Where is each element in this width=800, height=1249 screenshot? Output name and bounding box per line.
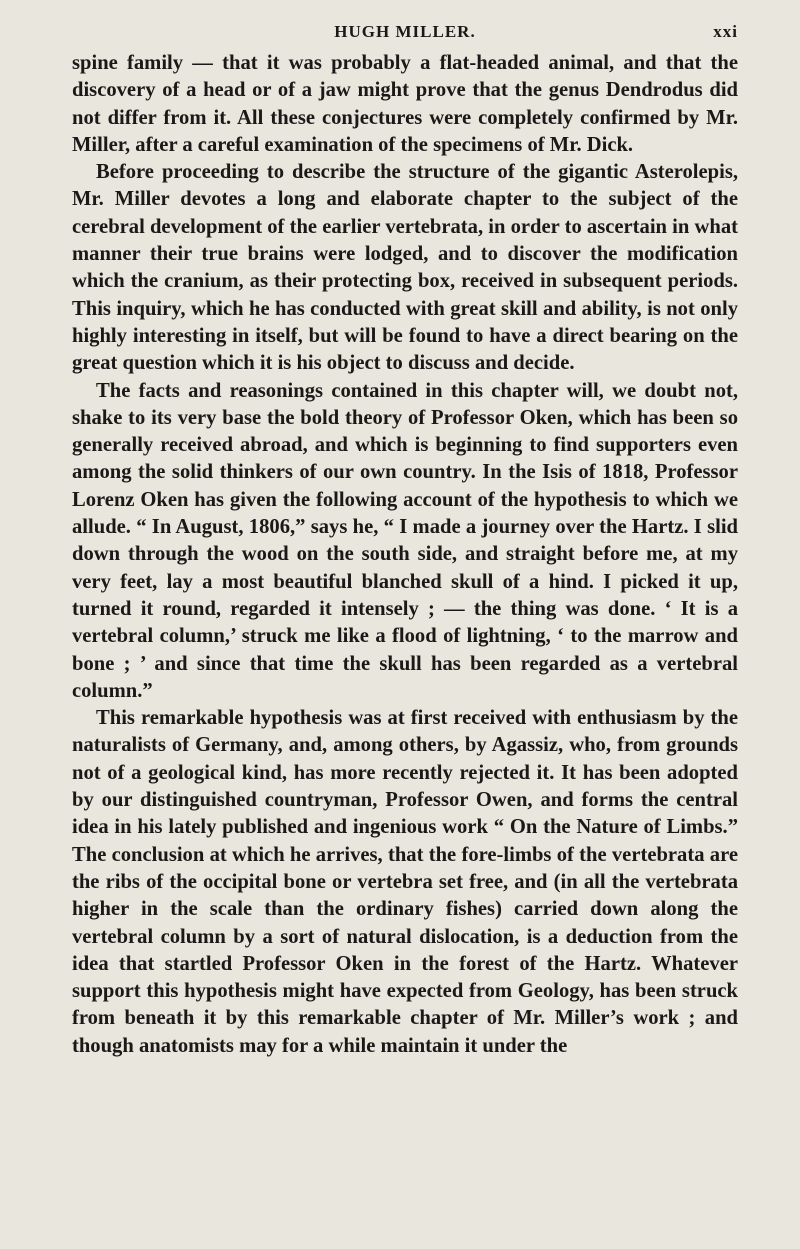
running-head: HUGH MILLER. <box>334 22 476 41</box>
paragraph-4: This remarkable hypothesis was at first received with enthusiasm by the naturalists of Germany, and, among others, by Agassiz, who, from grounds not of a geological kind, has more recently rejected it. It has been adopted by our distinguished countryman, Professor Owen, and forms the central idea in his lately published and ingenious work “ On the Nature of Limbs.” The conclusion at which he arrives, that the fore-limbs of the vertebrata are the ribs of the occipital bone or vertebra set free, and (in all the vertebrata higher in the scale than the ordinary fishes) carried down along the vertebral column by a sort of natural dislocation, is a deduction from the idea that startled Professor Oken in the forest of the Hartz. Whatever support this hypothesis might have expected from Geology, has been struck from beneath it by this remarkable chapter of Mr. Miller’s work ; and though anatomists may for a while maintain it under the <box>72 707 738 1057</box>
page-header <box>72 18 738 50</box>
paragraph-3: The facts and reasonings contained in this chapter will, we doubt not, shake to its very base the bold theory of Professor Oken, which has been so generally received abroad, and which is beginning to find supporters even among the solid thinkers of our own country. In the Isis of 1818, Professor Lorenz Oken has given the following account of the hypothesis to which we allude. “ In August, 1806,” says he, “ I made a journey over the Hartz. I slid down through the wood on the south side, and straight before me, at my very feet, lay a most beautiful blanched skull of a hind. I picked it up, turned it round, regarded it intensely ; — the thing was done. ‘ It is a vertebral column,’ struck me like a flood of lightning, ‘ to the marrow and bone ; ’ and since that time the skull has been regarded as a vertebral column.” <box>72 379 738 702</box>
paragraph-1: spine family — that it was probably a flat-headed animal, and that the discovery of a head or of a jaw might prove that the genus Dendrodus did not differ from it. All these conjectures were completely confirmed by Mr. Miller, after a careful examination of the specimens of Mr. Dick. <box>72 52 738 156</box>
paragraph-2: Before proceeding to describe the structure of the gigantic Asterolepis, Mr. Miller devotes a long and elaborate chapter to the subject of the cerebral development of the earlier vertebrata, in order to ascertain in what manner their true brains were lodged, and to discover the modification which the cranium, as their protecting box, received in subsequent periods. This inquiry, which he has conducted with great skill and ability, is not only highly interesting in itself, but will be found to have a direct bearing on the great question which it is his object to discuss and decide. <box>72 161 738 375</box>
page-number: xxi <box>713 22 738 41</box>
body-text <box>72 50 738 1060</box>
